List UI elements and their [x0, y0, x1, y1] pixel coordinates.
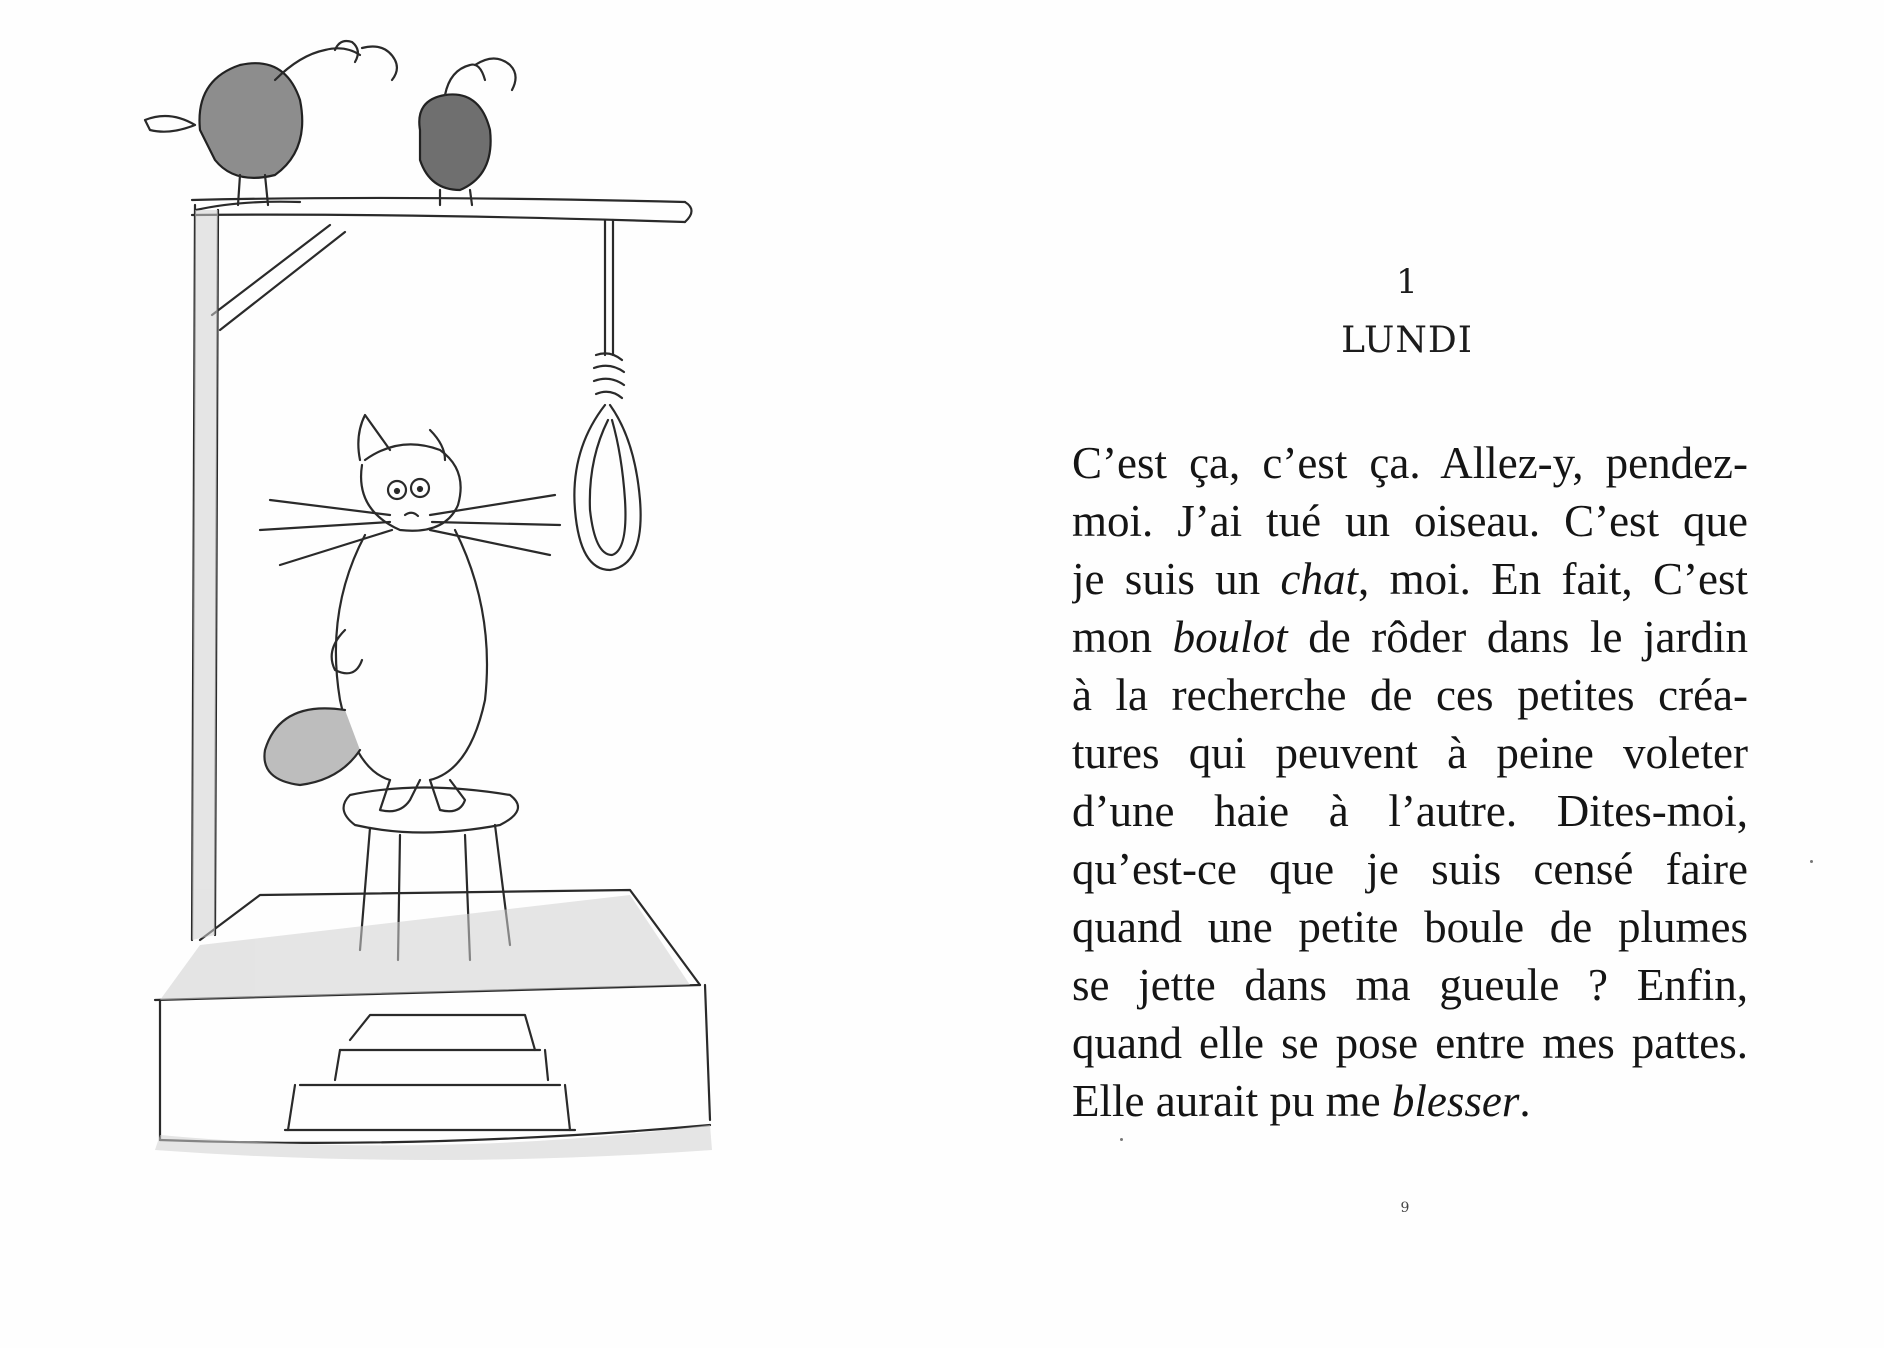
text-line: [1072, 608, 1748, 666]
text-segment: mon: [1072, 612, 1173, 662]
text-line: se jette dans ma gueule ? Enfin,: [1072, 960, 1748, 1010]
text-segment: Elle aurait pu me: [1072, 1076, 1392, 1126]
chapter-body-text: [1072, 434, 1748, 1130]
illustration-drawing: [100, 10, 820, 1180]
text-line: moi. J’ai tué un oiseau. C’est que: [1072, 496, 1748, 546]
text-line: qu’est-ce que je suis censé faire: [1072, 844, 1748, 894]
chapter-title: LUNDI: [1341, 320, 1473, 361]
text-line: C’est ça, c’est ça. Allez-y, pendez-: [1072, 438, 1748, 488]
text-segment: je suis un: [1072, 554, 1281, 604]
text-line: quand une petite boule de plumes: [1072, 902, 1748, 952]
text-segment: de rôder dans le jardin: [1287, 612, 1748, 662]
text-line: [1072, 550, 1748, 608]
text-line: tures qui peuvent à peine voleter: [1072, 728, 1748, 778]
scan-speck: [1810, 860, 1813, 863]
scan-speck: [1120, 1138, 1123, 1141]
text-line: d’une haie à l’autre. Dites-moi,: [1072, 786, 1748, 836]
emphasis-chat: chat: [1280, 554, 1358, 604]
emphasis-boulot: boulot: [1172, 612, 1288, 662]
emphasis-blesser: blesser: [1391, 1076, 1520, 1126]
text-line: quand elle se pose entre mes pattes.: [1072, 1018, 1748, 1068]
chapter-number: 1: [1396, 262, 1418, 302]
illustration-cat-gallows: [100, 10, 820, 1180]
text-line: à la recherche de ces petites créa-: [1072, 670, 1748, 720]
text-line: [1072, 1072, 1748, 1130]
text-segment: .: [1519, 1076, 1531, 1126]
text-segment: , moi. En fait, C’est: [1357, 554, 1748, 604]
page-number: 9: [1400, 1200, 1410, 1216]
